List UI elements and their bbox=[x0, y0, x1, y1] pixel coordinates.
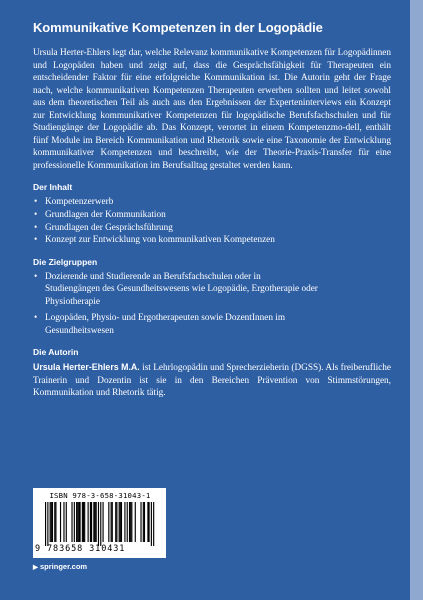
barcode-bar bbox=[143, 502, 144, 542]
zielgruppen-list bbox=[33, 271, 391, 338]
barcode-bar bbox=[153, 502, 154, 546]
back-cover-content bbox=[33, 20, 391, 400]
barcode-bar bbox=[63, 502, 64, 542]
barcode-bar bbox=[151, 502, 152, 546]
barcode-bar bbox=[116, 502, 117, 542]
author-name: Ursula Herter-Ehlers M.A. bbox=[33, 362, 140, 373]
publisher-url: springer.com bbox=[40, 562, 88, 571]
barcode-bar bbox=[76, 502, 77, 542]
list-item: • Kompetenzerwerb bbox=[33, 196, 391, 209]
barcode-bar bbox=[91, 502, 92, 542]
barcode-bar bbox=[103, 502, 104, 542]
barcode-bar bbox=[96, 502, 97, 542]
barcode-bar bbox=[115, 502, 116, 542]
book-title: Kommunikative Kompetenzen in der Logopädie bbox=[33, 20, 323, 35]
list-item: • Logopäden, Physio- und Ergotherapeuten sowie DozentInnen im Gesundheitswesen bbox=[33, 312, 391, 337]
barcode-bar bbox=[120, 502, 121, 542]
barcode-bar bbox=[147, 502, 148, 542]
barcode-bar bbox=[83, 502, 84, 542]
list-item: • Dozierende und Studierende an Berufsfachschulen oder in Studiengängen des Gesundheitswesens wie Logopädie, Ergotherapie oder Physiotherapie bbox=[33, 271, 391, 309]
barcode-bar bbox=[51, 502, 52, 542]
list-item: • Konzept zur Entwicklung von kommunikativen Kompetenzen bbox=[33, 234, 391, 247]
barcode-bar bbox=[112, 502, 113, 542]
barcode-bar bbox=[119, 502, 120, 542]
barcode-bar bbox=[93, 502, 94, 542]
author-bio: Ursula Herter-Ehlers M.A. ist Lehrlogopädin und Sprecherzieherin (DGSS). Als freiberufliche Trainerin und Dozentin ist sie in den Bereichen Prävention von Stimmstörungen, Kommunikation und Rhetorik tätig. bbox=[33, 362, 391, 399]
barcode-bar bbox=[84, 502, 85, 542]
barcode-bar bbox=[78, 502, 79, 542]
list-item: • Grundlagen der Gesprächsführung bbox=[33, 222, 391, 235]
barcode-bar bbox=[88, 502, 89, 542]
isbn-barcode bbox=[33, 488, 166, 558]
barcode-bar bbox=[82, 502, 83, 542]
isbn-label: ISBN 978-3-658-31043-1 bbox=[49, 491, 151, 500]
barcode-bar bbox=[131, 502, 132, 542]
barcode-bar bbox=[111, 502, 112, 542]
barcode-bar bbox=[144, 502, 145, 542]
barcode-bar bbox=[127, 502, 128, 542]
section-heading-zielgruppen: Die Zielgruppen bbox=[33, 256, 98, 267]
barcode-bars bbox=[45, 502, 155, 546]
barcode-bar bbox=[124, 502, 125, 542]
barcode-bar bbox=[47, 502, 48, 546]
barcode-bar bbox=[108, 502, 109, 542]
barcode-bar bbox=[121, 502, 122, 542]
barcode-bar bbox=[140, 502, 141, 542]
barcode-bar bbox=[52, 502, 53, 542]
barcode-bar bbox=[71, 502, 72, 542]
barcode-bar bbox=[149, 502, 150, 542]
barcode-bar bbox=[60, 502, 61, 542]
barcode-bar bbox=[130, 502, 131, 542]
barcode-bar bbox=[94, 502, 95, 542]
barcode-digits: 9 783658 310431 bbox=[35, 544, 126, 554]
inhalt-list bbox=[33, 196, 391, 246]
section-heading-inhalt: Der Inhalt bbox=[33, 182, 73, 193]
arrow-right-icon: ▶ bbox=[33, 564, 38, 571]
barcode-bar bbox=[55, 502, 56, 542]
barcode-bar bbox=[50, 502, 51, 542]
barcode-bar bbox=[135, 502, 136, 542]
barcode-bar bbox=[45, 502, 46, 546]
barcode-bar bbox=[98, 502, 99, 546]
section-heading-autorin: Die Autorin bbox=[33, 347, 79, 358]
intro-text: Ursula Herter-Ehlers legt dar, welche Relevanz kommunikative Kompetenzen für Logopädinnen und Logopäden haben und zeigt auf, dass die Gesprächsfähigkeit für Therapeuten ein entscheidender Faktor für eine erfolgreiche Kommunikation ist. Die Autorin geht der Frage nach, welche kommunikativen Kompetenzen Therapeuten erwerben sollten und leitet sowohl aus dem theoretischen Teil als auch aus den Ergebnissen der Experteninterviews ein Konzept zur Entwicklung kommunikativer Kompetenzen für logopädische Berufsfachschulen und für Studiengänge der Logopädie ab. Das Konzept, verortet in einem Kompetenzmo-dell, enthält fünf Module im Bereich Kommunikation und Rhetorik sowie eine Taxonomie der Entwicklung kommunikativer Kompetenzen und beschreibt, wie der Theorie-Praxis-Transfer für eine professionelle Kommunikation im Berufsalltag gestaltet werden kann. bbox=[33, 48, 392, 171]
barcode-bar bbox=[129, 502, 130, 542]
barcode-bar bbox=[66, 502, 67, 542]
barcode-bar bbox=[54, 502, 55, 542]
spine-strip bbox=[410, 0, 423, 600]
barcode-bar bbox=[77, 502, 78, 542]
publisher-link[interactable] bbox=[33, 562, 87, 571]
list-item: • Grundlagen der Kommunikation bbox=[33, 209, 391, 222]
barcode-bar bbox=[100, 502, 101, 546]
barcode-bar bbox=[80, 502, 81, 542]
barcode-bar bbox=[90, 502, 91, 542]
barcode-bar bbox=[74, 502, 75, 542]
